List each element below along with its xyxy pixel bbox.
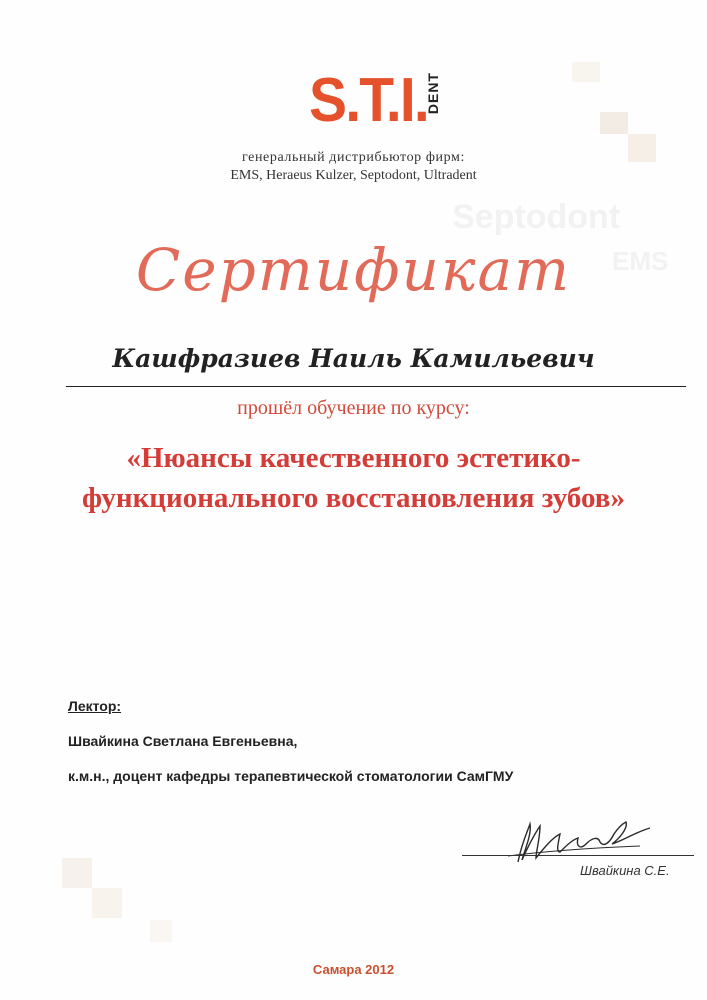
lecturer-title: к.м.н., доцент кафедры терапевтической стоматологии СамГМУ [68,768,514,784]
name-underline [66,386,686,387]
decorative-square [92,888,122,918]
decorative-square [600,112,628,134]
signature-line [462,855,694,856]
watermark-ems: EMS [612,246,669,276]
decorative-square [62,858,92,888]
certificate-title: Сертификат [135,236,572,304]
course-name-line-1: «Нюансы качественного эстетико- [126,442,581,474]
course-intro: прошёл обучение по курсу: [237,397,470,419]
course-name [40,438,667,518]
firms-list: EMS, Heraeus Kulzer, Septodont, Ultradent [230,168,477,183]
course-name-line-2: функционального восстановления зубов» [82,482,625,514]
recipient-name: Кашфразиев Наиль Камильевич [112,344,595,373]
lecturer-label: Лектор: [68,698,122,714]
logo-text: S.T.I. [309,66,428,135]
signature-caption: Швайкина С.Е. [580,863,670,878]
decorative-square [150,920,172,942]
decorative-square [572,62,600,82]
lecturer-name: Швайкина Светлана Евгеньевна, [68,733,298,749]
watermark-septodont: Septodont [452,198,621,236]
distributor-caption: генеральный дистрибьютор фирм: [241,150,465,165]
logo-side-text: DENT [425,72,441,115]
footer-place-year: Самара 2012 [312,962,395,977]
